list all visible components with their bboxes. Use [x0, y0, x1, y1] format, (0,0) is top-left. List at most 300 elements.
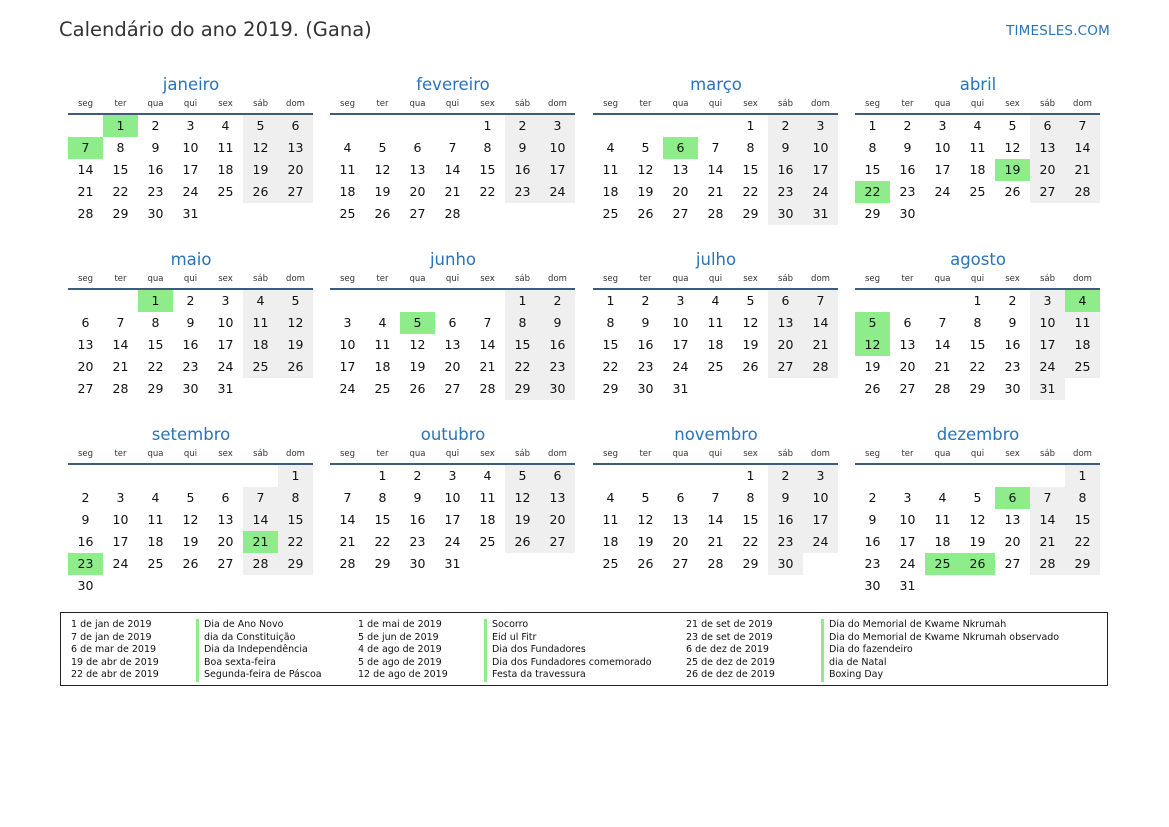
weekday-label: dom — [1073, 449, 1092, 459]
day-cell: 16 — [147, 162, 164, 177]
day-cell: 27 — [278, 181, 313, 203]
day-cell: 14 — [339, 512, 356, 527]
day-cell: 20 — [1004, 534, 1021, 549]
weekday-label: dom — [1073, 274, 1092, 284]
day-cell: 21 — [77, 184, 94, 199]
day-cell: 20 — [672, 534, 689, 549]
holiday-legend — [60, 612, 1108, 686]
day-cell: 23 — [637, 359, 654, 374]
day-cell: 15 — [479, 162, 496, 177]
weekday-label: sex — [480, 99, 495, 109]
day-cell: 22 — [374, 534, 391, 549]
empty-cell — [663, 465, 698, 487]
weekday-label: qui — [183, 449, 198, 459]
day-cell: 18 — [969, 162, 986, 177]
weekday-label: ter — [376, 99, 389, 109]
empty-cell — [890, 465, 925, 487]
legend-holiday-name: Boxing Day — [821, 669, 1059, 682]
day-cell: 7 — [116, 315, 125, 330]
day-cell: 14 — [934, 337, 951, 352]
day-cell: 23 — [540, 356, 575, 378]
month-name: junho — [429, 250, 477, 269]
empty-cell — [68, 465, 103, 487]
weekday-label: dom — [1073, 99, 1092, 109]
day-cell: 18 — [707, 337, 724, 352]
day-cell: 16 — [768, 159, 803, 181]
day-cell: 19 — [864, 359, 881, 374]
legend-date: 7 de jan de 2019 — [71, 631, 152, 643]
day-cell: 4 — [221, 118, 230, 133]
weekday-label: sex — [743, 449, 758, 459]
day-cell: 22 — [505, 356, 540, 378]
day-cell: 24 — [444, 534, 461, 549]
day-cell: 11 — [339, 162, 356, 177]
weekday-label: ter — [114, 274, 127, 284]
day-cell: 19 — [374, 184, 391, 199]
empty-cell — [208, 465, 243, 487]
day-grid — [68, 115, 314, 225]
day-cell: 24 — [182, 184, 199, 199]
day-cell: 23 — [1004, 359, 1021, 374]
empty-cell — [330, 290, 365, 312]
month-janeiro — [68, 74, 314, 225]
day-cell: 2 — [186, 293, 195, 308]
day-cell: 19 — [182, 534, 199, 549]
weekday-label: dom — [811, 449, 830, 459]
day-cell: 10 — [217, 315, 234, 330]
day-cell: 16 — [77, 534, 94, 549]
day-cell: 2 — [540, 290, 575, 312]
day-cell: 9 — [540, 312, 575, 334]
weekday-label: sex — [1005, 99, 1020, 109]
weekday-label: ter — [639, 449, 652, 459]
weekday-label: qua — [672, 274, 689, 284]
weekday-label: qui — [970, 449, 985, 459]
weekday-label: qui — [970, 274, 985, 284]
day-cell: 1 — [868, 118, 877, 133]
day-cell: 12 — [182, 512, 199, 527]
day-cell: 3 — [186, 118, 195, 133]
weekday-label: dom — [548, 99, 567, 109]
day-cell: 31 — [217, 381, 234, 396]
day-cell: 17 — [540, 159, 575, 181]
legend-dates-column — [686, 619, 775, 682]
day-cell: 17 — [444, 512, 461, 527]
day-cell: 23 — [409, 534, 426, 549]
day-grid — [593, 465, 839, 575]
day-cell: 27 — [217, 556, 234, 571]
day-cell: 27 — [768, 356, 803, 378]
day-cell: 12 — [374, 162, 391, 177]
day-cell: 13 — [217, 512, 234, 527]
month-março — [593, 74, 839, 225]
empty-cell — [365, 290, 400, 312]
day-cell: 8 — [868, 140, 877, 155]
weekday-label: ter — [901, 449, 914, 459]
day-cell: 6 — [448, 315, 457, 330]
day-cell: 10 — [899, 512, 916, 527]
day-cell: 10 — [672, 315, 689, 330]
empty-cell — [890, 290, 925, 312]
weekday-label: qua — [934, 99, 951, 109]
day-cell: 7 — [711, 140, 720, 155]
legend-holiday-name: Boa sexta-feira — [196, 657, 322, 670]
legend-holiday-name: Dia de Ano Novo — [196, 619, 322, 632]
day-cell: 26 — [374, 206, 391, 221]
legend-date: 1 de jan de 2019 — [71, 619, 152, 630]
day-cell: 11 — [707, 315, 724, 330]
day-cell: 2 — [768, 115, 803, 137]
day-cell: 30 — [409, 556, 426, 571]
day-cell: 20 — [768, 334, 803, 356]
day-cell: 12 — [278, 312, 313, 334]
holiday-day-cell: 26 — [960, 553, 995, 575]
empty-cell — [243, 465, 278, 487]
day-cell: 1 — [378, 468, 387, 483]
legend-holiday-name: Dia do Memorial de Kwame Nkrumah observado — [821, 632, 1059, 645]
empty-cell — [925, 290, 960, 312]
day-grid — [330, 290, 576, 400]
month-name: outubro — [420, 425, 486, 444]
day-cell: 19 — [637, 184, 654, 199]
day-cell: 22 — [147, 359, 164, 374]
day-cell: 28 — [1065, 181, 1100, 203]
weekday-header — [593, 98, 839, 110]
day-grid — [855, 290, 1101, 400]
weekday-label: sáb — [252, 449, 269, 459]
day-cell: 2 — [641, 293, 650, 308]
day-cell: 25 — [339, 206, 356, 221]
day-cell: 5 — [641, 490, 650, 505]
day-cell: 18 — [602, 534, 619, 549]
weekday-label: seg — [864, 99, 881, 109]
weekday-header — [330, 273, 576, 285]
page-title: Calendário do ano 2019. (Gana) — [59, 18, 372, 41]
site-link[interactable]: TIMESLES.COM — [1006, 23, 1110, 39]
day-cell: 8 — [746, 140, 755, 155]
legend-date: 6 de dez de 2019 — [686, 644, 769, 655]
empty-cell — [960, 465, 995, 487]
day-cell: 1 — [606, 293, 615, 308]
day-cell: 21 — [934, 359, 951, 374]
day-cell: 7 — [448, 140, 457, 155]
day-cell: 2 — [81, 490, 90, 505]
day-cell: 6 — [540, 465, 575, 487]
day-cell: 2 — [903, 118, 912, 133]
empty-cell — [628, 465, 663, 487]
day-cell: 21 — [803, 334, 838, 356]
holiday-day-cell: 1 — [103, 115, 138, 137]
day-cell: 9 — [768, 137, 803, 159]
empty-cell — [628, 115, 663, 137]
weekday-label: dom — [286, 99, 305, 109]
day-cell: 2 — [505, 115, 540, 137]
month-name: julho — [695, 250, 737, 269]
day-cell: 28 — [339, 556, 356, 571]
legend-date: 6 de mar de 2019 — [71, 644, 157, 655]
day-cell: 20 — [278, 159, 313, 181]
day-cell: 4 — [243, 290, 278, 312]
weekday-label: sáb — [514, 449, 531, 459]
weekday-label: sáb — [777, 99, 794, 109]
day-cell: 29 — [969, 381, 986, 396]
day-cell: 19 — [637, 534, 654, 549]
day-cell: 21 — [112, 359, 129, 374]
day-cell: 2 — [868, 490, 877, 505]
day-cell: 21 — [444, 184, 461, 199]
day-cell: 31 — [444, 556, 461, 571]
empty-cell — [435, 290, 470, 312]
empty-cell — [593, 115, 628, 137]
weekday-label: sáb — [1039, 449, 1056, 459]
day-cell: 18 — [374, 359, 391, 374]
day-cell: 8 — [505, 312, 540, 334]
holiday-day-cell: 22 — [855, 181, 890, 203]
legend-date: 5 de ago de 2019 — [358, 656, 442, 668]
day-cell: 4 — [973, 118, 982, 133]
day-cell: 15 — [505, 334, 540, 356]
day-cell: 13 — [672, 162, 689, 177]
day-cell: 29 — [742, 556, 759, 571]
weekday-label: sex — [1005, 274, 1020, 284]
day-cell: 3 — [803, 115, 838, 137]
legend-holiday-name: Dia do fazendeiro — [821, 644, 1059, 657]
day-cell: 13 — [1004, 512, 1021, 527]
day-cell: 9 — [1008, 315, 1017, 330]
weekday-label: dom — [811, 274, 830, 284]
day-cell: 30 — [637, 381, 654, 396]
day-cell: 10 — [444, 490, 461, 505]
day-cell: 16 — [637, 337, 654, 352]
day-cell: 30 — [147, 206, 164, 221]
weekday-label: ter — [114, 449, 127, 459]
day-cell: 11 — [243, 312, 278, 334]
day-cell: 29 — [505, 378, 540, 400]
day-cell: 5 — [746, 293, 755, 308]
day-cell: 22 — [742, 184, 759, 199]
weekday-label: sex — [218, 274, 233, 284]
holiday-day-cell: 21 — [243, 531, 278, 553]
weekday-label: qua — [409, 449, 426, 459]
day-cell: 14 — [1065, 137, 1100, 159]
day-cell: 5 — [278, 290, 313, 312]
month-name: maio — [170, 250, 212, 269]
weekday-header — [68, 448, 314, 460]
day-cell: 9 — [186, 315, 195, 330]
day-cell: 23 — [899, 184, 916, 199]
day-cell: 12 — [409, 337, 426, 352]
day-cell: 16 — [540, 334, 575, 356]
weekday-label: sáb — [514, 274, 531, 284]
day-grid — [855, 465, 1101, 597]
weekday-label: seg — [339, 99, 356, 109]
day-cell: 7 — [343, 490, 352, 505]
holiday-day-cell: 12 — [855, 334, 890, 356]
day-cell: 19 — [278, 334, 313, 356]
day-cell: 4 — [606, 140, 615, 155]
empty-cell — [103, 290, 138, 312]
day-cell: 20 — [672, 184, 689, 199]
day-cell: 6 — [278, 115, 313, 137]
empty-cell — [68, 115, 103, 137]
day-cell: 27 — [899, 381, 916, 396]
day-cell: 3 — [116, 490, 125, 505]
day-cell: 14 — [243, 509, 278, 531]
weekday-label: ter — [376, 274, 389, 284]
day-cell: 28 — [934, 381, 951, 396]
day-cell: 3 — [938, 118, 947, 133]
day-cell: 6 — [1030, 115, 1065, 137]
day-cell: 26 — [243, 181, 278, 203]
day-cell: 15 — [374, 512, 391, 527]
day-cell: 24 — [540, 181, 575, 203]
legend-date: 21 de set de 2019 — [686, 619, 773, 630]
day-cell: 19 — [742, 337, 759, 352]
weekday-label: sex — [480, 274, 495, 284]
day-cell: 28 — [803, 356, 838, 378]
day-cell: 6 — [903, 315, 912, 330]
day-cell: 11 — [147, 512, 164, 527]
weekday-label: seg — [602, 449, 619, 459]
day-grid — [593, 115, 839, 225]
holiday-day-cell: 6 — [995, 487, 1030, 509]
day-cell: 19 — [409, 359, 426, 374]
day-cell: 4 — [711, 293, 720, 308]
empty-cell — [400, 290, 435, 312]
weekday-label: seg — [339, 274, 356, 284]
day-cell: 26 — [637, 206, 654, 221]
day-cell: 15 — [602, 337, 619, 352]
day-cell: 15 — [864, 162, 881, 177]
weekday-header — [330, 448, 576, 460]
day-cell: 2 — [413, 468, 422, 483]
day-cell: 13 — [444, 337, 461, 352]
day-cell: 14 — [1030, 509, 1065, 531]
legend-date: 22 de abr de 2019 — [71, 669, 159, 680]
day-cell: 24 — [112, 556, 129, 571]
day-cell: 18 — [339, 184, 356, 199]
weekday-label: sáb — [1039, 99, 1056, 109]
day-cell: 5 — [186, 490, 195, 505]
holiday-day-cell: 4 — [1065, 290, 1100, 312]
day-cell: 30 — [540, 378, 575, 400]
day-cell: 20 — [409, 184, 426, 199]
weekday-label: qui — [183, 274, 198, 284]
day-cell: 18 — [243, 334, 278, 356]
legend-date: 12 de ago de 2019 — [358, 669, 448, 680]
empty-cell — [855, 465, 890, 487]
day-cell: 27 — [672, 556, 689, 571]
day-cell: 10 — [540, 137, 575, 159]
weekday-label: qua — [147, 274, 164, 284]
day-cell: 6 — [413, 140, 422, 155]
day-cell: 24 — [899, 556, 916, 571]
day-cell: 25 — [602, 556, 619, 571]
day-cell: 20 — [217, 534, 234, 549]
day-cell: 20 — [1030, 159, 1065, 181]
day-cell: 7 — [243, 487, 278, 509]
month-name: fevereiro — [416, 75, 490, 94]
day-cell: 8 — [483, 140, 492, 155]
empty-cell — [663, 115, 698, 137]
month-name: abril — [959, 75, 997, 94]
day-cell: 29 — [864, 206, 881, 221]
empty-cell — [435, 115, 470, 137]
empty-cell — [925, 465, 960, 487]
weekday-label: sáb — [252, 274, 269, 284]
weekday-label: qua — [672, 449, 689, 459]
day-cell: 9 — [505, 137, 540, 159]
weekday-label: sex — [218, 449, 233, 459]
day-cell: 10 — [112, 512, 129, 527]
month-name: novembro — [674, 425, 758, 444]
day-cell: 15 — [147, 337, 164, 352]
weekday-label: qua — [409, 99, 426, 109]
month-setembro — [68, 424, 314, 597]
weekday-label: seg — [602, 99, 619, 109]
weekday-label: sáb — [1039, 274, 1056, 284]
empty-cell — [138, 465, 173, 487]
weekday-label: ter — [376, 449, 389, 459]
day-cell: 2 — [151, 118, 160, 133]
day-cell: 8 — [746, 490, 755, 505]
day-cell: 1 — [278, 465, 313, 487]
weekday-label: qua — [147, 449, 164, 459]
day-cell: 25 — [147, 556, 164, 571]
month-name: março — [690, 75, 742, 94]
legend-dates-column — [358, 619, 448, 682]
day-cell: 16 — [864, 534, 881, 549]
weekday-label: ter — [901, 274, 914, 284]
day-grid — [68, 290, 314, 400]
day-cell: 8 — [116, 140, 125, 155]
day-cell: 21 — [339, 534, 356, 549]
day-cell: 30 — [864, 578, 881, 593]
day-cell: 28 — [444, 206, 461, 221]
day-cell: 29 — [112, 206, 129, 221]
weekday-label: seg — [864, 274, 881, 284]
day-cell: 27 — [672, 206, 689, 221]
day-cell: 24 — [934, 184, 951, 199]
day-cell: 13 — [899, 337, 916, 352]
day-cell: 29 — [147, 381, 164, 396]
day-cell: 29 — [278, 553, 313, 575]
day-cell: 24 — [339, 381, 356, 396]
day-cell: 31 — [1030, 378, 1065, 400]
day-cell: 24 — [803, 181, 838, 203]
day-cell: 30 — [77, 578, 94, 593]
day-cell: 5 — [641, 140, 650, 155]
empty-cell — [365, 115, 400, 137]
day-cell: 9 — [903, 140, 912, 155]
day-cell: 28 — [707, 556, 724, 571]
day-cell: 17 — [112, 534, 129, 549]
empty-cell — [173, 465, 208, 487]
holiday-day-cell: 5 — [855, 312, 890, 334]
day-cell: 9 — [151, 140, 160, 155]
day-cell: 25 — [217, 184, 234, 199]
day-cell: 22 — [1065, 531, 1100, 553]
legend-names-column — [821, 619, 1059, 682]
day-cell: 23 — [864, 556, 881, 571]
day-cell: 14 — [707, 162, 724, 177]
day-cell: 9 — [641, 315, 650, 330]
day-cell: 22 — [112, 184, 129, 199]
weekday-label: qui — [183, 99, 198, 109]
day-cell: 12 — [505, 487, 540, 509]
weekday-header — [855, 448, 1101, 460]
day-cell: 25 — [479, 534, 496, 549]
